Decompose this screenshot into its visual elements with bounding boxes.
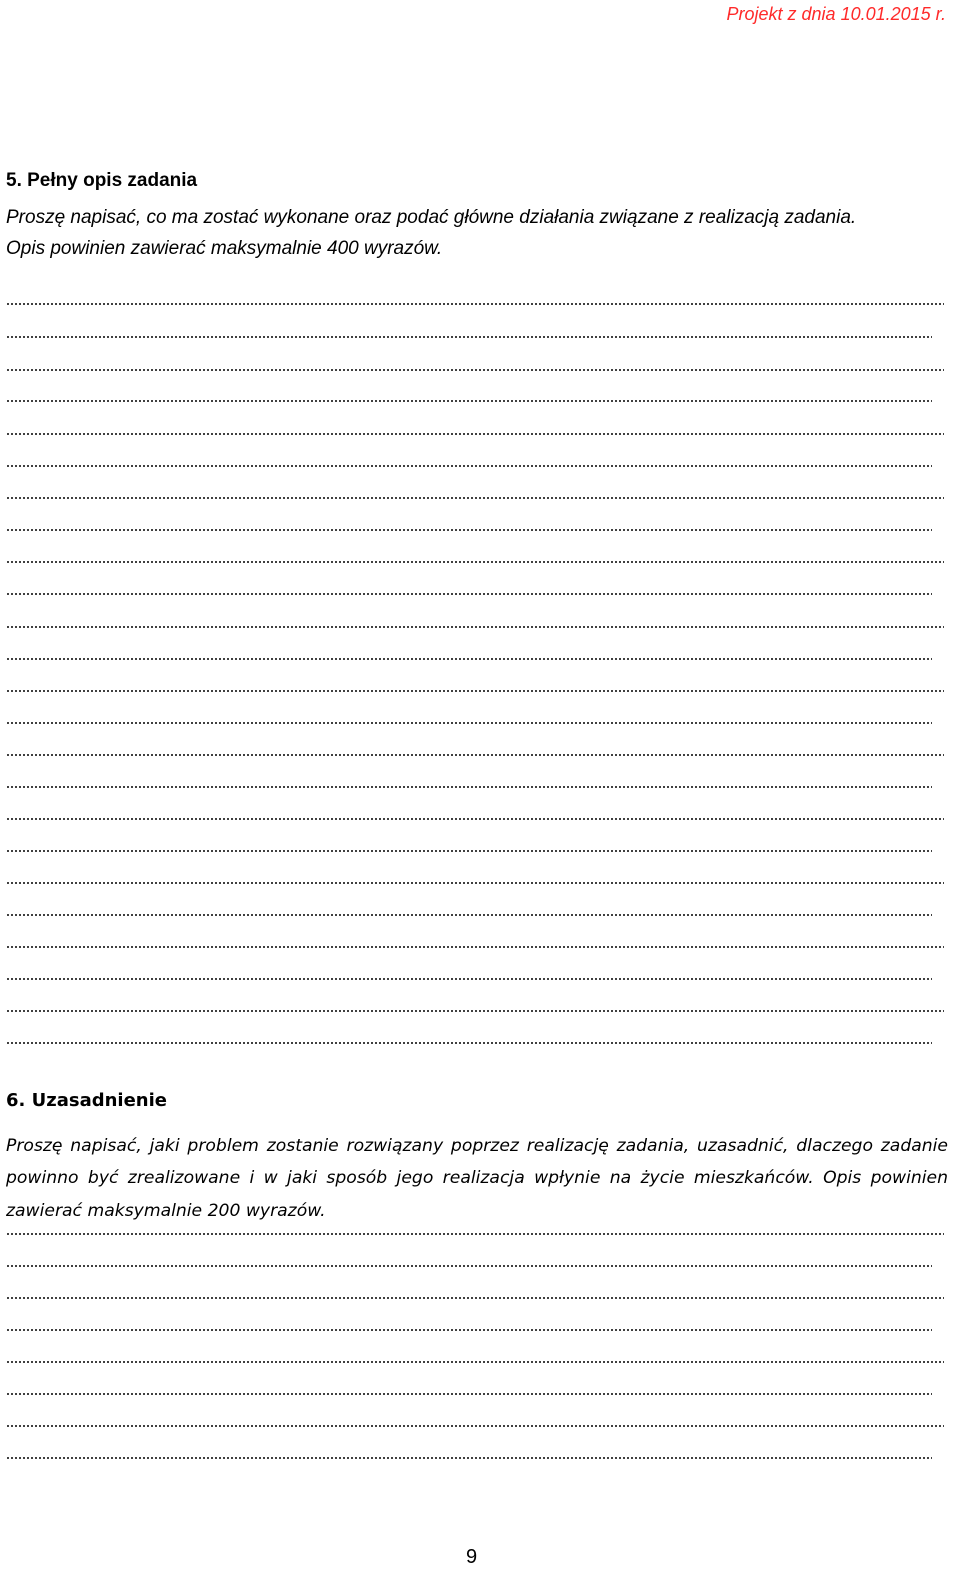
answer-dotted-line (6, 497, 944, 499)
section-5-instruction-line-2: Opis powinien zawierać maksymalnie 400 wyrazów. (6, 238, 443, 259)
answer-dotted-line (6, 722, 932, 724)
page-number: 9 (466, 1546, 478, 1568)
answer-dotted-line (6, 529, 932, 531)
answer-dotted-line (6, 658, 932, 660)
answer-dotted-line (6, 1329, 932, 1331)
answer-dotted-line (6, 400, 932, 402)
answer-dotted-line (6, 818, 944, 820)
answer-dotted-line (6, 336, 932, 338)
answer-dotted-line (6, 882, 944, 884)
section-5-title: 5. Pełny opis zadania (6, 170, 198, 191)
section-5-instruction (6, 202, 951, 264)
answer-dotted-line (6, 946, 944, 948)
answer-dotted-line (6, 561, 944, 563)
section-6-title: 6. Uzasadnienie (6, 1090, 167, 1111)
answer-dotted-line (6, 1393, 932, 1395)
answer-dotted-line (6, 465, 932, 467)
answer-dotted-line (6, 1361, 944, 1363)
answer-dotted-line (6, 369, 944, 371)
answer-dotted-line (6, 433, 944, 435)
answer-dotted-line (6, 1042, 932, 1044)
answer-dotted-line (6, 850, 932, 852)
answer-dotted-line (6, 754, 944, 756)
answer-dotted-line (6, 914, 932, 916)
answer-dotted-line (6, 593, 932, 595)
answer-dotted-line (6, 1010, 944, 1012)
answer-dotted-line (6, 1297, 944, 1299)
answer-dotted-line (6, 1457, 932, 1459)
answer-dotted-line (6, 1425, 944, 1427)
section-6-instruction: Proszę napisać, jaki problem zostanie rozwiązany poprzez realizację zadania, uzasadnić, dlaczego zadanie powinno być zrealizowane i w jaki sposób jego realizacja wpłynie na życie mieszkańców. Opis powinien zawierać maksymalnie 200 wyrazów. (6, 1136, 948, 1221)
answer-dotted-line (6, 690, 944, 692)
answer-dotted-line (6, 1233, 944, 1235)
answer-dotted-line (6, 303, 944, 305)
answer-dotted-line (6, 626, 944, 628)
document-date-note: Projekt z dnia 10.01.2015 r. (726, 4, 946, 24)
answer-dotted-line (6, 786, 932, 788)
section-5-instruction-line-1: Proszę napisać, co ma zostać wykonane oraz podać główne działania związane z realizacją zadania. (6, 207, 857, 228)
answer-dotted-line (6, 978, 932, 980)
answer-dotted-line (6, 1265, 932, 1267)
